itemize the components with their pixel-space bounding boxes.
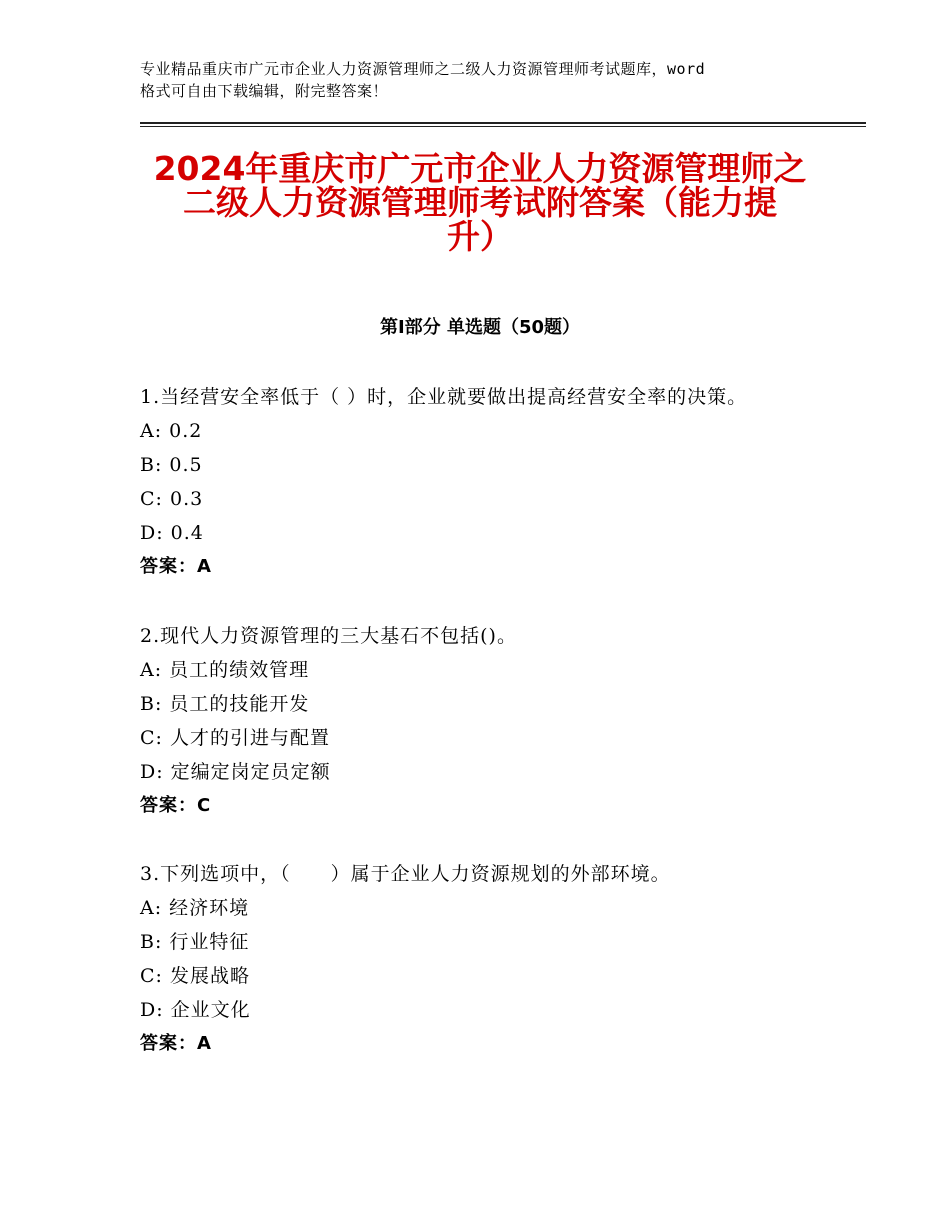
header-note-line-1: 专业精品重庆市广元市企业人力资源管理师之二级人力资源管理师考试题库，word <box>140 60 706 78</box>
option-a: A: 员工的绩效管理 <box>140 659 310 681</box>
title-line-2: 二级人力资源管理师考试附答案（能力提 <box>183 183 777 222</box>
question-stem: 3.下列选项中，（ ）属于企业人力资源规划的外部环境。 <box>140 863 671 885</box>
question-2 <box>140 619 840 823</box>
answer: 答案：C <box>140 795 212 816</box>
title-line-3: 升） <box>447 217 513 256</box>
question-3 <box>140 857 840 1061</box>
question-1 <box>140 380 840 584</box>
title-line-1: 2024年重庆市广元市企业人力资源管理师之 <box>153 149 807 188</box>
option-d: D: 0.4 <box>140 522 204 544</box>
question-stem: 2.现代人力资源管理的三大基石不包括()。 <box>140 625 517 647</box>
option-d: D: 定编定岗定员定额 <box>140 761 331 783</box>
document-title <box>140 149 820 256</box>
option-b: B: 行业特征 <box>140 931 250 953</box>
header-note <box>140 58 820 102</box>
option-c: C: 发展战略 <box>140 965 250 987</box>
answer: 答案：A <box>140 556 212 577</box>
option-b: B: 0.5 <box>140 454 203 476</box>
option-a: A: 经济环境 <box>140 897 250 919</box>
header-rule-thick <box>140 122 866 124</box>
header-rule-thin <box>140 126 866 127</box>
option-b: B: 员工的技能开发 <box>140 693 310 715</box>
answer: 答案：A <box>140 1033 212 1054</box>
question-stem: 1.当经营安全率低于（ ）时，企业就要做出提高经营安全率的决策。 <box>140 386 748 408</box>
option-c: C: 0.3 <box>140 488 204 510</box>
option-a: A: 0.2 <box>140 420 203 442</box>
option-d: D: 企业文化 <box>140 999 251 1021</box>
header-note-line-2: 格式可自由下载编辑，附完整答案！ <box>140 82 389 100</box>
option-c: C: 人才的引进与配置 <box>140 727 330 749</box>
section-title: 第Ⅰ部分 单选题（50题） <box>379 317 580 338</box>
